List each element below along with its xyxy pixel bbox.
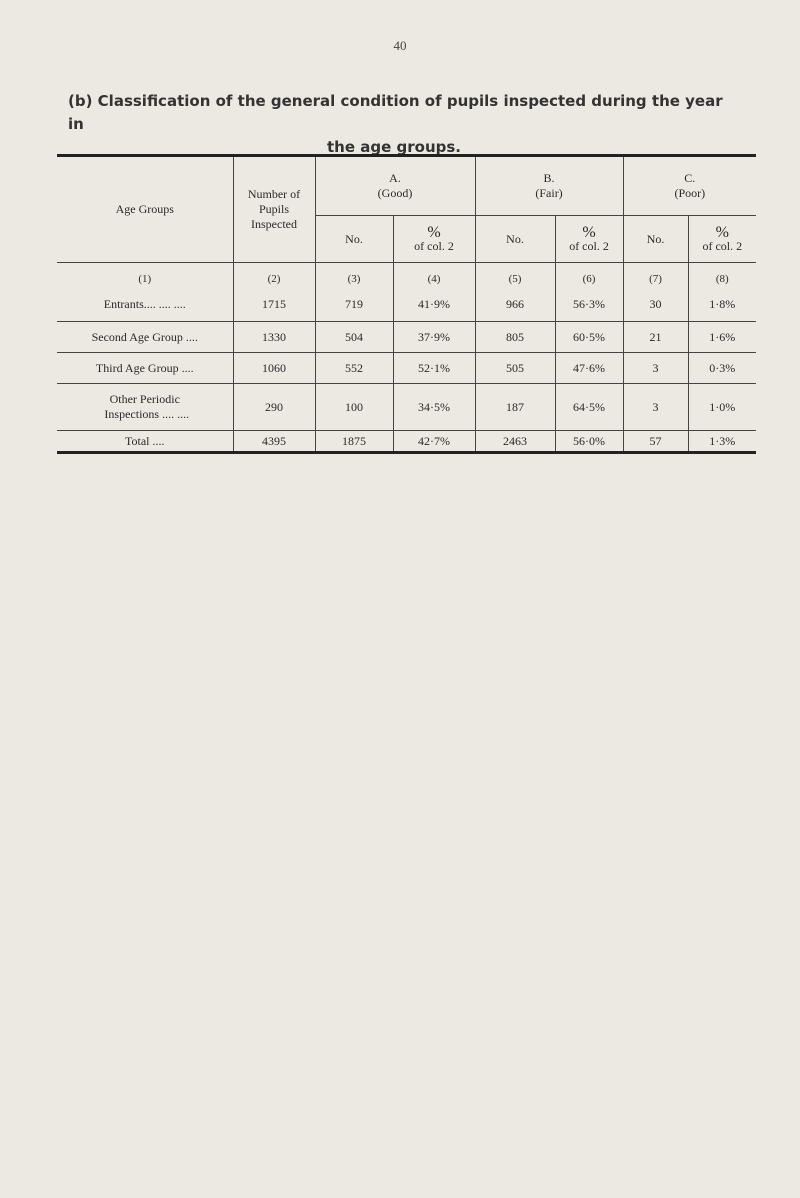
b-no-value: 187 xyxy=(475,384,555,431)
header-number-inspected xyxy=(233,156,315,263)
b-pct-value: 64·5% xyxy=(555,384,623,431)
a-pct-cell xyxy=(393,263,475,322)
total-row xyxy=(57,431,756,453)
header-a-pct-symbol: % xyxy=(427,223,441,241)
a-pct-total: 42·7% xyxy=(393,431,475,453)
row-label-continued: Inspections .... .... xyxy=(104,407,190,421)
b-no-value: 805 xyxy=(475,322,555,353)
column-number: (1) xyxy=(138,272,152,285)
column-number: (3) xyxy=(347,272,361,285)
a-no-value: 100 xyxy=(315,384,393,431)
c-no-total: 57 xyxy=(623,431,688,453)
header-group-b-sub: (Fair) xyxy=(535,186,563,200)
header-age-groups: Age Groups xyxy=(57,156,233,263)
row-label-cell xyxy=(57,384,233,431)
a-pct-value: 41·9% xyxy=(418,296,450,311)
row-label: Other Periodic xyxy=(109,392,180,406)
header-b-pct xyxy=(555,216,623,263)
header-number-inspected-text: Number of Pupils Inspected xyxy=(247,187,301,231)
inspected-value: 1715 xyxy=(262,296,286,311)
b-no-value: 505 xyxy=(475,353,555,384)
page-number: 40 xyxy=(393,38,407,53)
header-b-pct-of: of col. 2 xyxy=(569,238,609,253)
header-c-pct-of: of col. 2 xyxy=(702,238,743,253)
table-row xyxy=(57,263,756,322)
inspected-value: 1330 xyxy=(233,322,315,353)
row-label: Entrants.... .... .... xyxy=(103,296,186,311)
c-no-value: 3 xyxy=(623,353,688,384)
inspected-value: 290 xyxy=(233,384,315,431)
column-number: (8) xyxy=(715,272,729,285)
a-pct-value: 34·5% xyxy=(393,384,475,431)
title-line-1: (b) Classification of the general condition of pupils inspected during the year in xyxy=(68,92,723,133)
header-group-b-letter: B. xyxy=(543,171,555,185)
column-number: (4) xyxy=(427,272,441,285)
inspected-value: 1060 xyxy=(233,353,315,384)
inspected-cell xyxy=(233,263,315,322)
table-title xyxy=(68,90,740,159)
a-no-value: 504 xyxy=(315,322,393,353)
header-group-a xyxy=(315,156,475,216)
c-no-value: 21 xyxy=(623,322,688,353)
title-line-2: the age groups. xyxy=(327,138,461,156)
c-pct-value: 0·3% xyxy=(688,353,756,384)
b-pct-value: 47·6% xyxy=(555,353,623,384)
a-no-value: 719 xyxy=(345,296,363,311)
row-label: Second Age Group .... xyxy=(57,322,233,353)
row-label: Third Age Group .... xyxy=(57,353,233,384)
b-pct-total: 56·0% xyxy=(555,431,623,453)
header-a-pct-of: of col. 2 xyxy=(414,238,454,253)
total-label: Total .... xyxy=(57,431,233,453)
a-pct-value: 37·9% xyxy=(393,322,475,353)
column-number: (2) xyxy=(267,272,281,285)
row-label-cell xyxy=(57,263,233,322)
a-no-cell xyxy=(315,263,393,322)
header-c-pct-symbol: % xyxy=(715,223,729,241)
table-row xyxy=(57,322,756,353)
c-no-value: 30 xyxy=(649,296,662,311)
a-no-total: 1875 xyxy=(315,431,393,453)
c-pct-cell xyxy=(688,263,756,322)
c-pct-value: 1·0% xyxy=(688,384,756,431)
header-group-c-sub: (Poor) xyxy=(674,186,706,200)
column-number: (6) xyxy=(582,272,596,285)
column-number: (7) xyxy=(649,272,662,285)
header-group-a-sub: (Good) xyxy=(377,186,413,200)
b-no-total: 2463 xyxy=(475,431,555,453)
header-group-c-letter: C. xyxy=(684,171,696,185)
b-pct-value: 60·5% xyxy=(555,322,623,353)
table-row xyxy=(57,353,756,384)
table-row xyxy=(57,384,756,431)
c-no-value: 3 xyxy=(623,384,688,431)
header-b-no: No. xyxy=(475,216,555,263)
b-pct-cell xyxy=(555,263,623,322)
classification-table xyxy=(57,154,756,454)
b-no-cell xyxy=(475,263,555,322)
c-pct-value: 1·8% xyxy=(709,296,736,311)
c-pct-total: 1·3% xyxy=(688,431,756,453)
header-a-pct xyxy=(393,216,475,263)
header-c-pct xyxy=(688,216,756,263)
b-pct-value: 56·3% xyxy=(573,296,606,311)
header-a-no: No. xyxy=(315,216,393,263)
header-b-pct-symbol: % xyxy=(582,223,596,241)
header-c-no: No. xyxy=(623,216,688,263)
inspected-total: 4395 xyxy=(233,431,315,453)
a-pct-value: 52·1% xyxy=(393,353,475,384)
c-pct-value: 1·6% xyxy=(688,322,756,353)
header-group-a-letter: A. xyxy=(389,171,401,185)
header-group-b xyxy=(475,156,623,216)
header-group-c xyxy=(623,156,756,216)
a-no-value: 552 xyxy=(315,353,393,384)
c-no-cell xyxy=(623,263,688,322)
column-number: (5) xyxy=(508,272,522,285)
b-no-value: 966 xyxy=(506,296,525,311)
